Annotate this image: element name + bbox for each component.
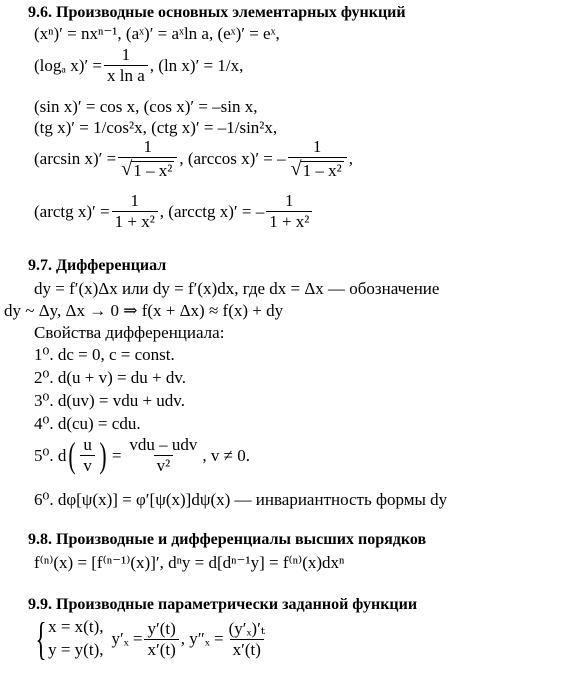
fraction-arcsin — [118, 138, 177, 181]
parametric-system — [48, 616, 103, 662]
formula-arccos-lhs: , (arccos x)′ = – — [179, 149, 286, 169]
first-derivative-lhs: y′ₓ = — [111, 629, 143, 649]
right-paren: ) — [99, 435, 107, 476]
fraction-denominator — [118, 157, 177, 181]
formula-arcsin-arccos — [34, 138, 353, 181]
section-title-9-9: 9.9. Производные параметрически заданной функции — [28, 596, 418, 613]
formula-power-exp: (xⁿ)′ = nxⁿ⁻¹, (aˣ)′ = aˣln a, (eˣ)′ = eˣ, — [34, 24, 280, 43]
left-brace: { — [35, 613, 47, 664]
fraction-numerator: 1 — [130, 191, 139, 210]
property-2: 2⁰. d(u + v) = du + dv. — [34, 368, 187, 387]
left-paren: ( — [68, 435, 76, 476]
fraction-denominator: x′(t) — [144, 639, 178, 659]
second-derivative-lhs: , y″ₓ = — [180, 629, 224, 649]
property-3: 3⁰. d(uv) = vdu + udv. — [34, 391, 185, 410]
radicand: 1 – x² — [302, 160, 342, 180]
fraction-numerator: (y′ₓ)′ₜ — [228, 618, 265, 638]
formula-arcctg-lhs: , (arcctg x)′ = – — [159, 201, 265, 221]
fraction-second-derivative — [226, 620, 268, 659]
fraction-numerator: 1 — [121, 45, 131, 64]
fraction-numerator: 1 — [143, 137, 153, 156]
property-5-tail: , v ≠ 0. — [202, 445, 251, 465]
section-title-9-7: 9.7. Дифференциал — [28, 257, 167, 274]
radicand: 1 – x² — [133, 160, 173, 180]
formula-arctg-lhs: (arctg x)′ = — [34, 201, 110, 221]
formula-arctg-arcctg — [34, 192, 314, 231]
parametric-formula — [30, 613, 270, 664]
fraction-denominator: x ln a — [104, 65, 148, 85]
formula-ln: , (ln x)′ = 1/x, — [149, 55, 244, 75]
property-5-lead: 5⁰. d — [34, 445, 67, 465]
fraction-numerator: 1 — [285, 191, 294, 210]
fraction-numerator: vdu – udv — [129, 435, 198, 454]
fraction-denominator: 1 + x² — [112, 211, 158, 231]
formula-log-lhs: (logₐ x)′ = — [34, 55, 102, 75]
fraction-denominator: v² — [154, 455, 174, 475]
property-4: 4⁰. d(cu) = cdu. — [34, 414, 141, 433]
fraction-first-derivative — [144, 620, 178, 659]
differential-definition: dy = f′(x)Δx или dy = f′(x)dx, где dx = Δx — обозначение — [34, 279, 440, 298]
fraction-numerator: 1 — [312, 137, 322, 156]
fraction-quotient-rule — [126, 436, 200, 475]
system-line-y: y = y(t), — [48, 640, 104, 659]
higher-order-formula: f⁽ⁿ⁾(x) = [f⁽ⁿ⁻¹⁾(x)]′, dⁿy = d[dⁿ⁻¹y] = f⁽ⁿ⁾(x)dxⁿ — [34, 553, 345, 572]
section-title-9-8: 9.8. Производные и дифференциалы высших порядков — [28, 531, 427, 548]
fraction-denominator: 1 + x² — [266, 211, 312, 231]
fraction-numerator: y′(t) — [147, 618, 176, 638]
property-1: 1⁰. dc = 0, c = const. — [34, 345, 175, 364]
section-title-9-6: 9.6. Производные основных элементарных функций — [28, 4, 406, 21]
property-5 — [34, 436, 250, 475]
fraction-arccos — [288, 138, 347, 181]
radical-sign: √ — [121, 157, 133, 180]
radical-sign: √ — [290, 157, 302, 180]
fraction-u-over-v — [80, 436, 95, 475]
fraction-arcctg — [266, 192, 312, 231]
formula-log — [34, 46, 243, 85]
fraction-log — [104, 46, 148, 85]
formula-tg-ctg: (tg x)′ = 1/cos²x, (ctg x)′ = –1/sin²x, — [34, 118, 278, 137]
formula-arcsin-lhs: (arcsin x)′ = — [34, 149, 117, 169]
equals-sign: = — [111, 445, 122, 465]
fraction-denominator: x′(t) — [230, 639, 264, 659]
fraction-numerator: u — [83, 435, 92, 454]
differential-approximation: dy ~ Δy, Δx → 0 ⇒ f(x + Δx) ≈ f(x) + dy — [4, 301, 284, 320]
property-6: 6⁰. dφ[ψ(x)] = φ′[ψ(x)]dψ(x) — инвариантность формы dy — [34, 490, 448, 509]
properties-heading: Свойства дифференциала: — [34, 323, 225, 342]
fraction-denominator: v — [80, 455, 95, 475]
fraction-denominator — [288, 157, 347, 181]
sqrt-expression — [121, 159, 174, 181]
fraction-arctg — [112, 192, 158, 231]
formula-sin-cos: (sin x)′ = cos x, (cos x)′ = –sin x, — [34, 97, 258, 116]
sqrt-expression — [291, 159, 344, 181]
system-line-x: x = x(t), — [48, 617, 104, 637]
formula-end-comma: , — [348, 149, 353, 169]
